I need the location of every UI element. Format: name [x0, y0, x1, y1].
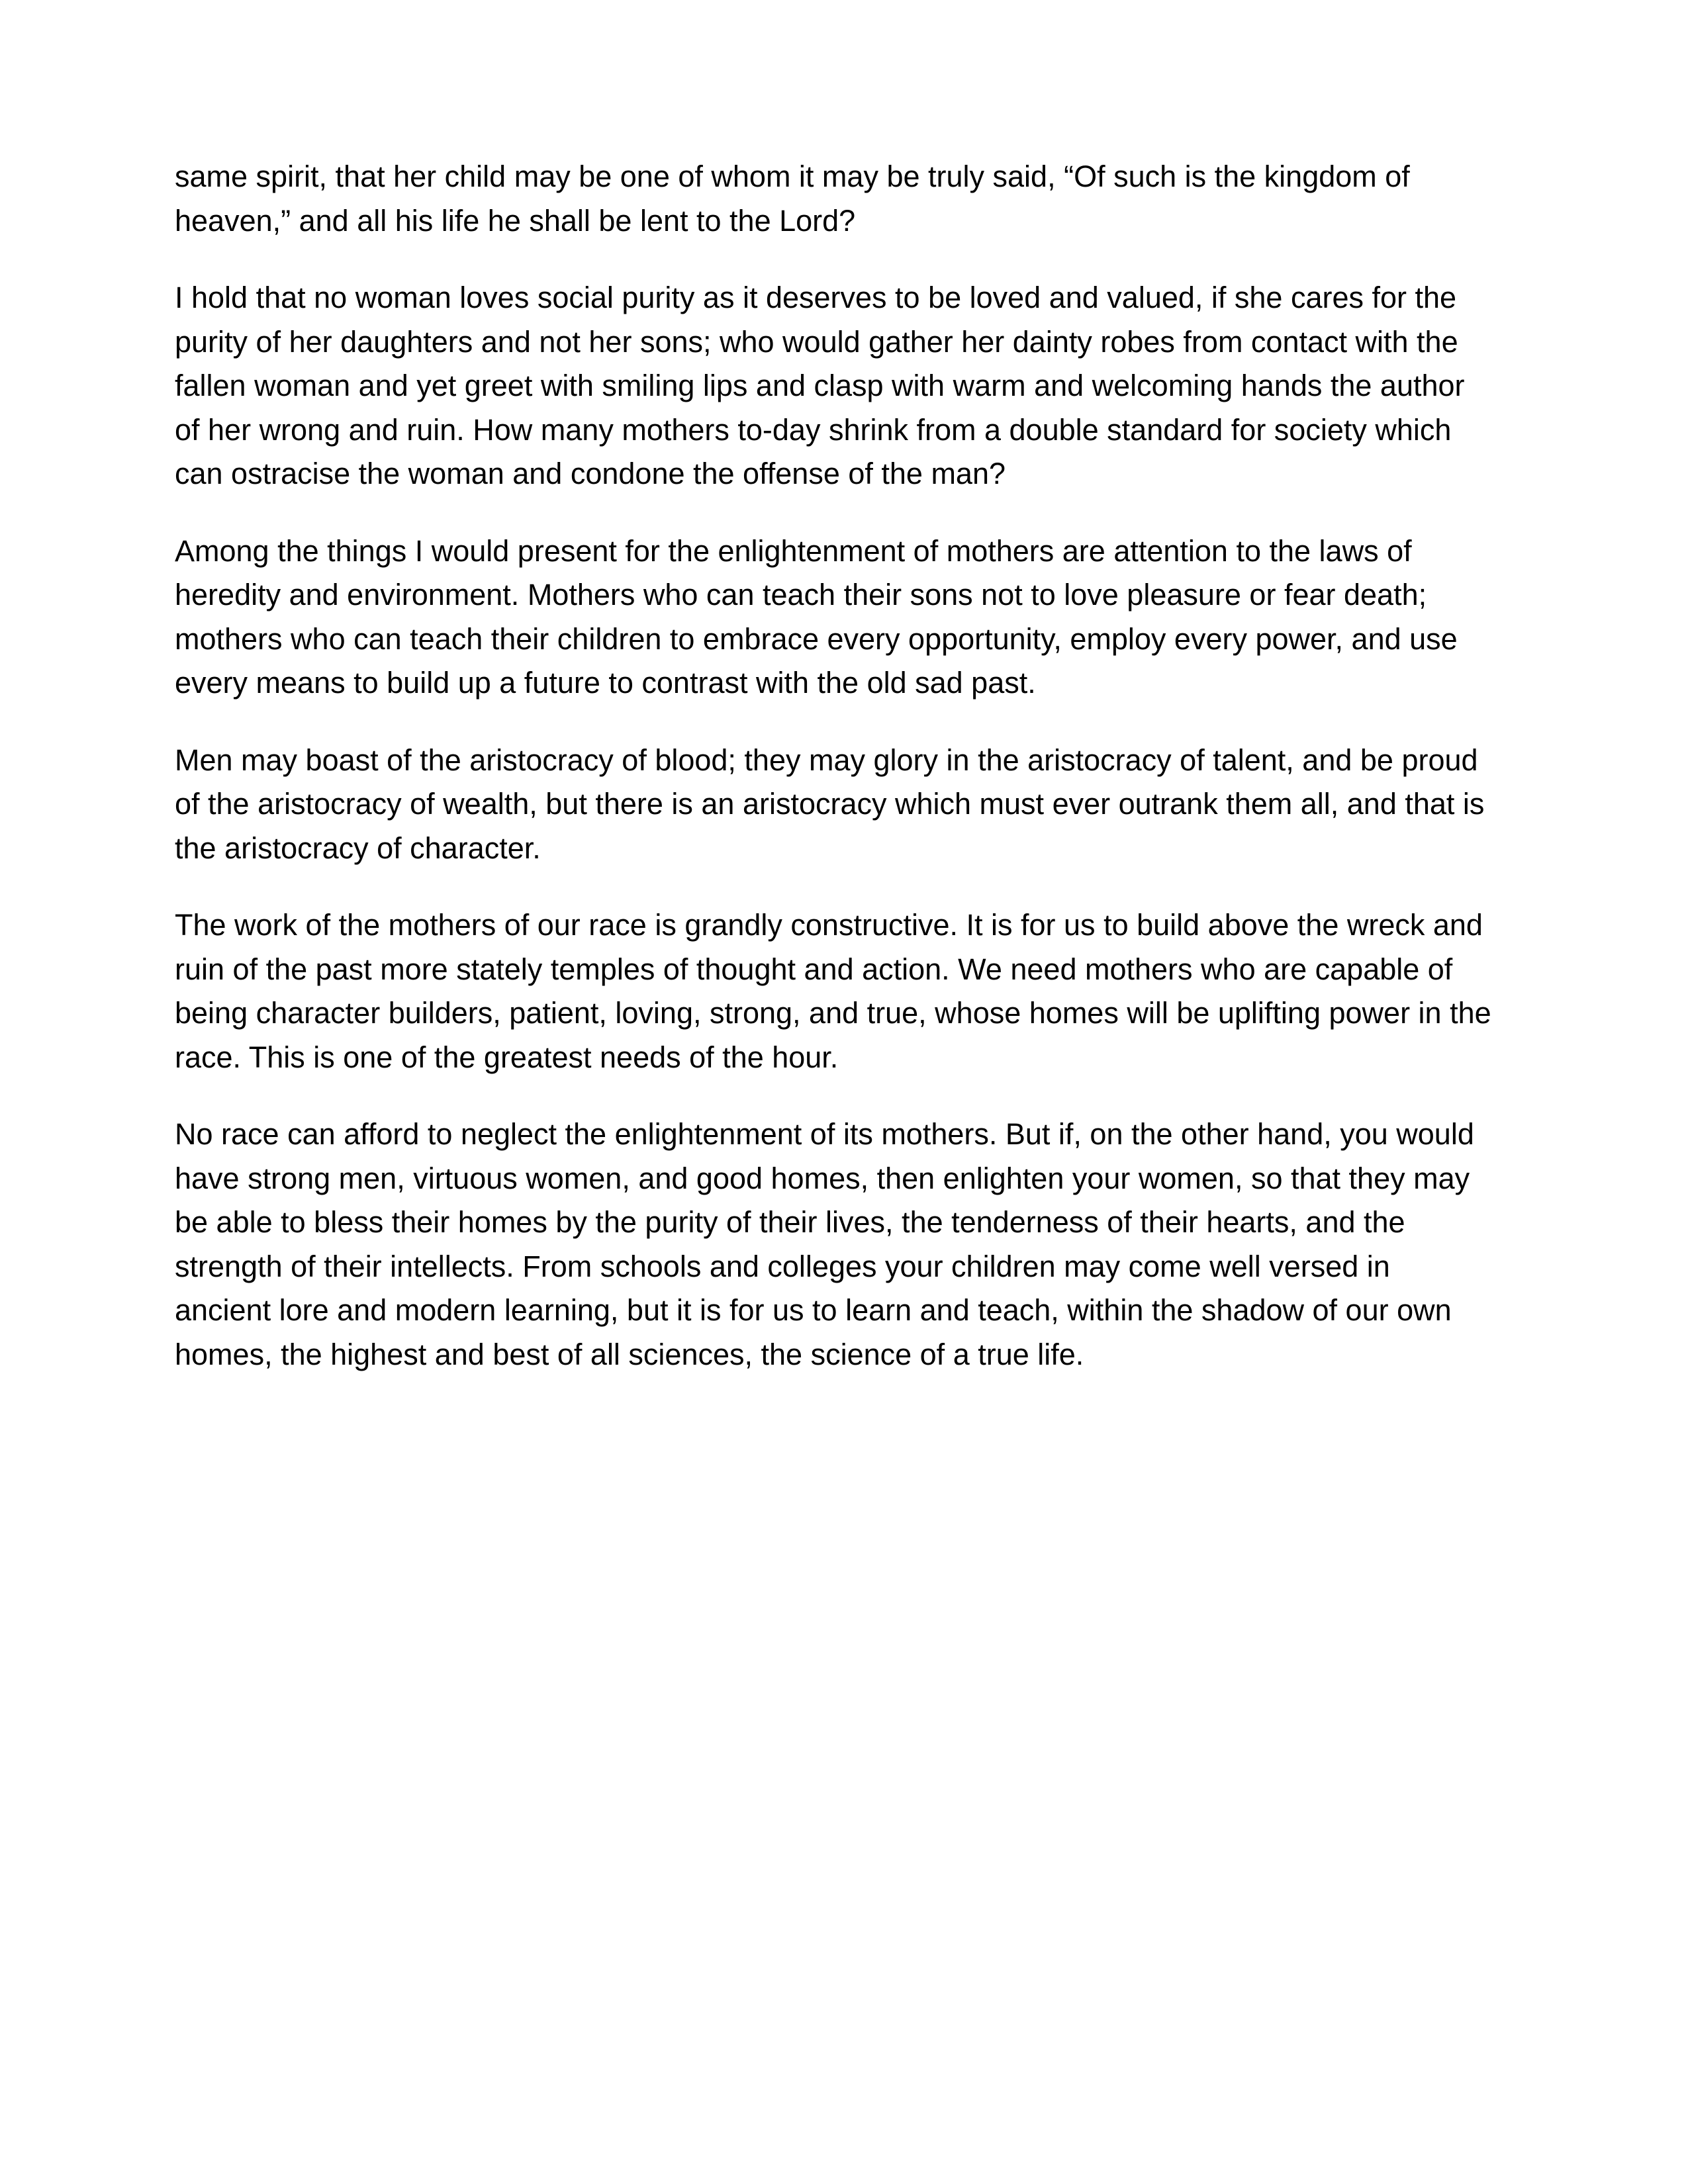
text-line: can ostracise the woman and condone the offense of the man?	[175, 457, 1006, 490]
text-line: homes, the highest and best of all sciences, the science of a true life.	[175, 1337, 1084, 1371]
text-line: have strong men, virtuous women, and good homes, then enlighten your women, so that they may	[175, 1161, 1470, 1195]
text-line: The work of the mothers of our race is grandly constructive. It is for us to build above the wreck and	[175, 908, 1483, 942]
text-line: every means to build up a future to contrast with the old sad past.	[175, 666, 1036, 700]
text-line: No race can afford to neglect the enlightenment of its mothers. But if, on the other hand, you would	[175, 1117, 1474, 1151]
text-line: Men may boast of the aristocracy of blood; they may glory in the aristocracy of talent, and be proud	[175, 743, 1478, 777]
text-line: be able to bless their homes by the purity of their lives, the tenderness of their hearts, and the	[175, 1205, 1405, 1239]
text-line: Among the things I would present for the enlightenment of mothers are attention to the laws of	[175, 533, 1412, 568]
text-line: of her wrong and ruin. How many mothers to-day shrink from a double standard for society which	[175, 412, 1452, 447]
text-line: the aristocracy of character.	[175, 831, 541, 865]
paragraph-6	[175, 1113, 1525, 1377]
text-line: strength of their intellects. From schools and colleges your children may come well versed in	[175, 1249, 1390, 1283]
text-line: heredity and environment. Mothers who can teach their sons not to love pleasure or fear death;	[175, 578, 1427, 612]
text-line: mothers who can teach their children to embrace every opportunity, employ every power, and use	[175, 621, 1458, 656]
paragraph-4	[175, 739, 1525, 871]
text-line: purity of her daughters and not her sons; who would gather her dainty robes from contact with the	[175, 324, 1458, 359]
text-line: I hold that no woman loves social purity as it deserves to be loved and valued, if she cares for the	[175, 281, 1457, 314]
paragraph-3	[175, 529, 1525, 705]
text-line: ruin of the past more stately temples of thought and action. We need mothers who are capable of	[175, 952, 1453, 986]
text-line: same spirit, that her child may be one of whom it may be truly said, “Of such is the kingdom of	[175, 159, 1410, 193]
text-line: being character builders, patient, loving, strong, and true, whose homes will be uplifting power in the	[175, 996, 1491, 1030]
text-line: fallen woman and yet greet with smiling lips and clasp with warm and welcoming hands the author	[175, 369, 1465, 402]
text-line: of the aristocracy of wealth, but there is an aristocracy which must ever outrank them all, and that is	[175, 787, 1485, 821]
paragraph-1	[175, 155, 1525, 243]
paragraph-2	[175, 276, 1525, 496]
text-line: heaven,” and all his life he shall be lent to the Lord?	[175, 203, 856, 238]
document-page	[175, 155, 1525, 1410]
text-line: ancient lore and modern learning, but it is for us to learn and teach, within the shadow of our own	[175, 1293, 1452, 1327]
text-line: race. This is one of the greatest needs of the hour.	[175, 1040, 839, 1074]
paragraph-5	[175, 903, 1525, 1079]
